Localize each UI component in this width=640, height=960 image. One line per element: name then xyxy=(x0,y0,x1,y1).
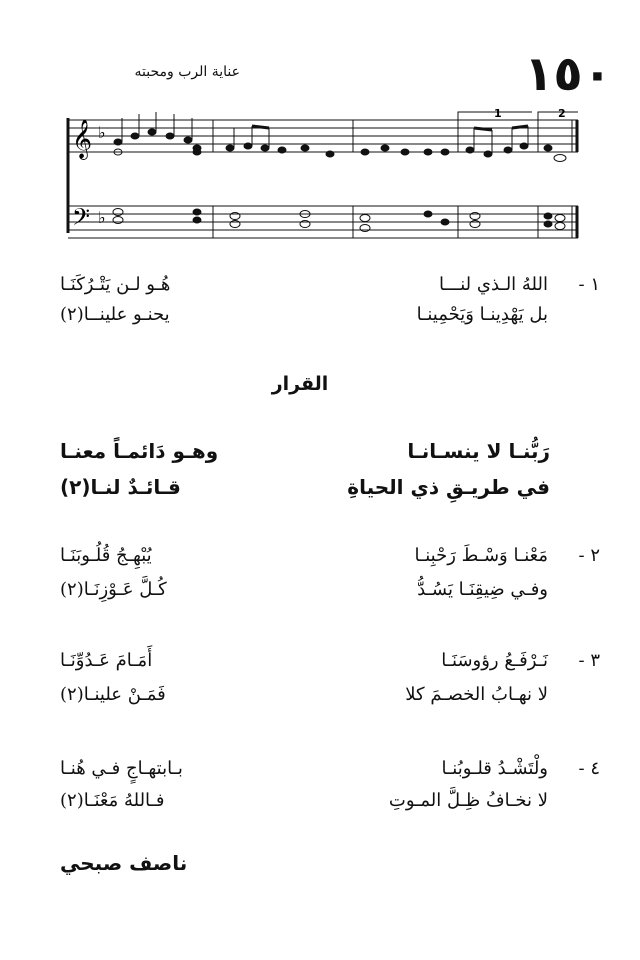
verse-number: ٤ - xyxy=(578,758,600,779)
verse-number: ٢ - xyxy=(578,545,600,566)
verse-1-line-1 xyxy=(60,272,600,298)
verse-4-line-2 xyxy=(60,788,600,814)
verse-4-line-1 xyxy=(60,756,600,782)
verse-line-left: كُـلَّ عَـوْزِنَـا(٢) xyxy=(60,579,167,600)
verse-line-right: لا نهـابُ الخصـمَ كلا xyxy=(405,684,548,705)
chorus-line-left: قـائـدٌ لنـا(٢) xyxy=(60,475,181,499)
verse-line-left: فَمَـنْ علينـا(٢) xyxy=(60,684,166,705)
chorus-line-right: في طريـقِ ذي الحياةِ xyxy=(347,475,550,499)
ending-1-label: 1 xyxy=(494,108,502,120)
chorus-line-2 xyxy=(60,472,550,502)
verse-line-right: ولْتَشْـدُ قلـوبُنـا xyxy=(441,758,548,779)
verse-3-line-1 xyxy=(60,648,600,674)
svg-text:𝄞: 𝄞 xyxy=(72,119,93,159)
verse-line-left: بـابتهـاجٍ فـي هُنـا xyxy=(60,758,183,779)
running-title: عناية الرب ومحبته xyxy=(134,64,240,80)
verse-line-right: اللهُ الـذي لنـــا xyxy=(438,274,548,295)
svg-text:𝄢: 𝄢 xyxy=(72,203,91,236)
verse-2-line-2 xyxy=(60,577,600,603)
verse-line-left: أَمَـامَ عَـدُوِّنَـا xyxy=(60,650,153,671)
verse-1-line-2 xyxy=(60,302,600,328)
verse-number: ١ - xyxy=(578,274,600,295)
verse-line-right: لا نخـافُ ظِـلَّ المـوتِ xyxy=(388,790,548,811)
verse-number: ٣ - xyxy=(578,650,600,671)
composer-name: ناصف صبحي xyxy=(60,851,188,875)
chorus-line-left: وهـو دَائمـاً معنـا xyxy=(60,439,219,463)
svg-text:♭: ♭ xyxy=(98,123,106,142)
hymn-number: ١٥٠ xyxy=(524,46,612,102)
verse-line-right: نَـرْفَـعُ رؤوسَنَـا xyxy=(441,650,548,671)
chorus-title: القرار xyxy=(271,373,329,395)
verse-line-left: يُبْهِـجُ قُلُـوبَنَـا xyxy=(60,545,152,566)
verse-line-right: وفـي ضِيقِنَـا يَسُـدُّ xyxy=(417,579,548,600)
verse-line-right: بل يَهْدِينـا وَيَحْمِينـا xyxy=(416,304,548,325)
svg-text:♭: ♭ xyxy=(98,208,106,227)
music-score xyxy=(60,108,585,256)
chorus-line-right: رَبُّنـا لا ينسـانـا xyxy=(407,439,550,463)
verse-line-right: مَعْنـا وَسْـطَ رَحْبِنـا xyxy=(414,545,548,566)
verse-line-left: هُـو لـن يَتْـرُكَنَـا xyxy=(60,274,171,295)
verse-3-line-2 xyxy=(60,682,600,708)
ending-2-label: 2 xyxy=(558,108,566,120)
verse-line-left: فـاللهُ مَعْنَـا(٢) xyxy=(60,790,165,811)
verse-line-left: يحنـو علينــا(٢) xyxy=(60,304,170,325)
verse-2-line-1 xyxy=(60,543,600,569)
chorus-line-1 xyxy=(60,436,550,466)
